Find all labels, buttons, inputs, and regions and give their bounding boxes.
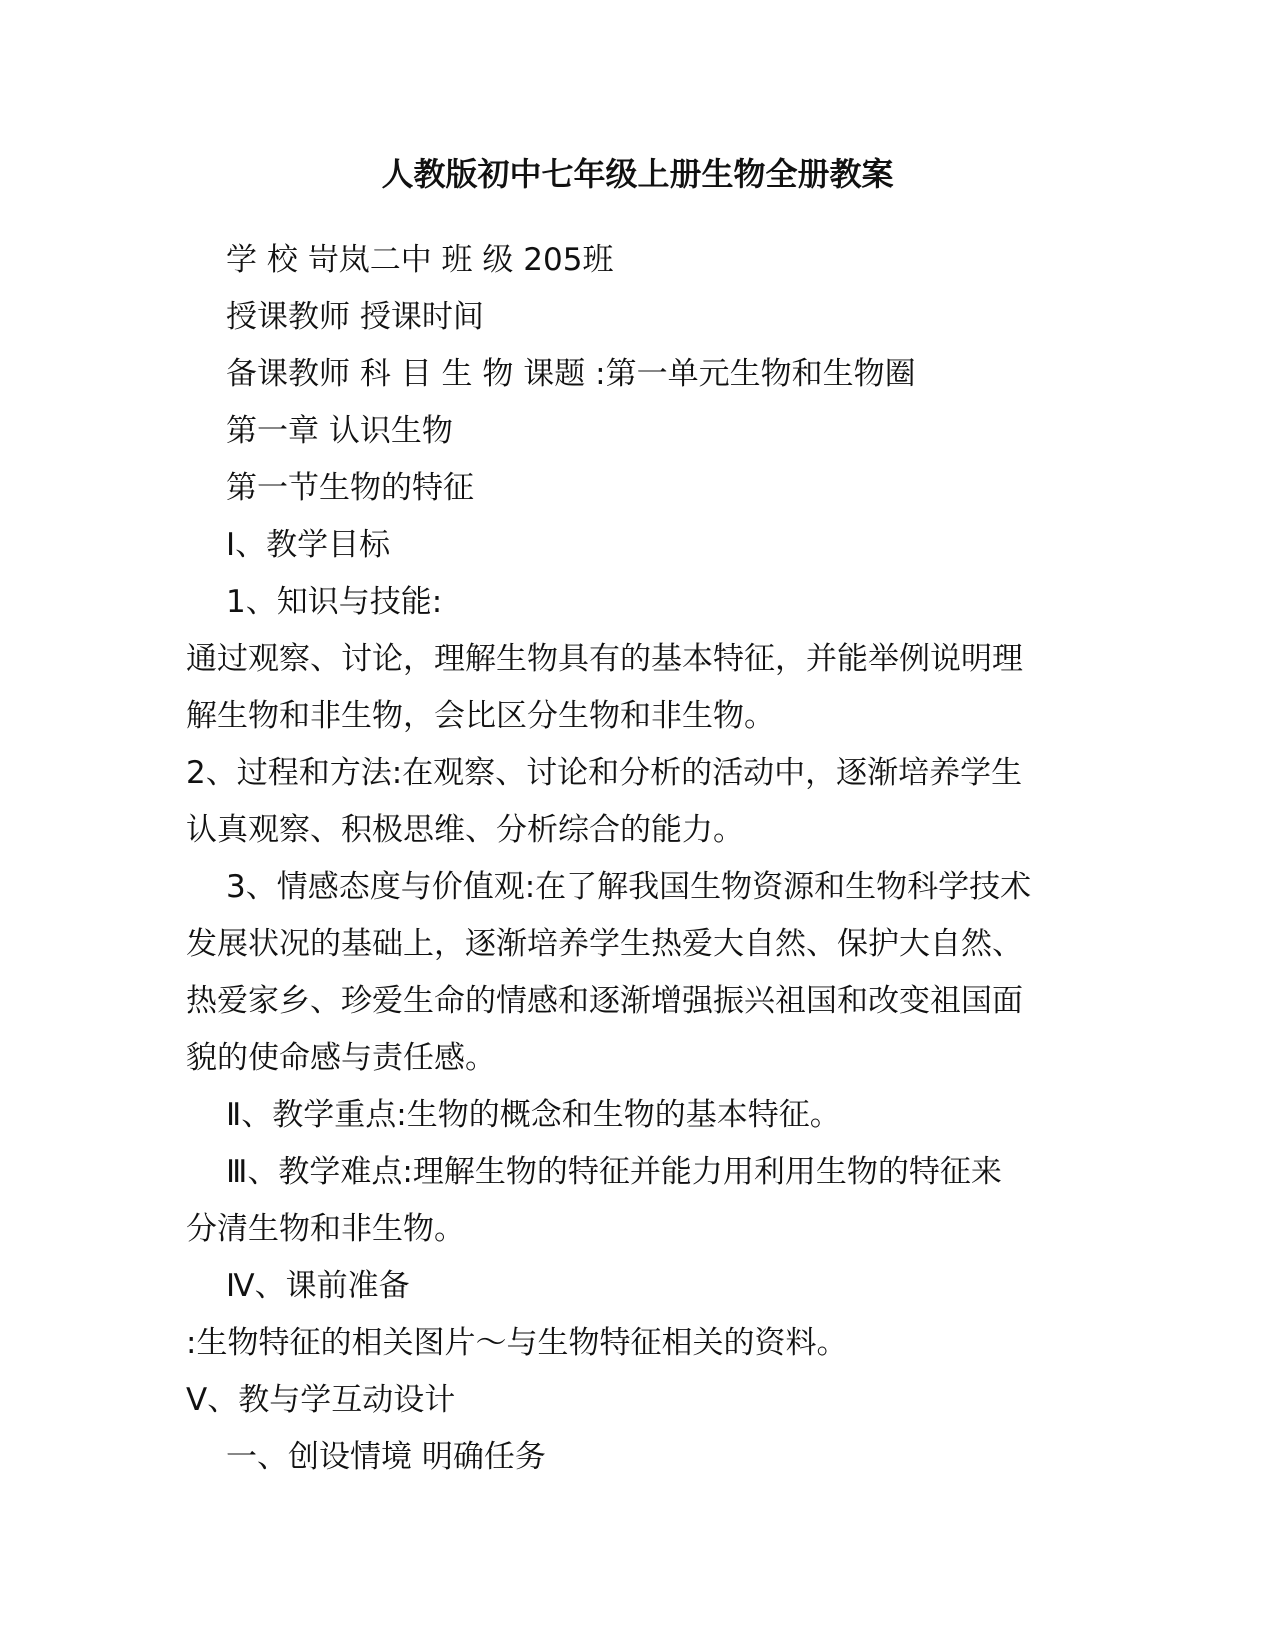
body-line: Ⅳ、课前准备 bbox=[226, 1268, 410, 1304]
body-line: 解生物和非生物，会比区分生物和非生物。 bbox=[186, 698, 775, 734]
body-line: 第一节生物的特征 bbox=[226, 470, 474, 506]
body-line: 学 校 岢岚二中 班 级 205班 bbox=[226, 242, 614, 278]
body-line: 一、创设情境 明确任务 bbox=[226, 1439, 546, 1475]
body-line: 分清生物和非生物。 bbox=[186, 1211, 465, 1247]
body-line: 貌的使命感与责任感。 bbox=[186, 1040, 496, 1076]
body-line: Ⅲ、教学难点:理解生物的特征并能力用利用生物的特征来 bbox=[226, 1154, 1002, 1190]
body-line: 认真观察、积极思维、分析综合的能力。 bbox=[186, 812, 744, 848]
body-line: Ⅱ、教学重点:生物的概念和生物的基本特征。 bbox=[226, 1097, 841, 1133]
body-line: 1、知识与技能: bbox=[226, 584, 443, 620]
body-line: 授课教师 授课时间 bbox=[226, 299, 484, 335]
body-line: 第一章 认识生物 bbox=[226, 413, 453, 449]
body-line: 2、过程和方法:在观察、讨论和分析的活动中，逐渐培养学生 bbox=[186, 755, 1023, 791]
body-line: 3、情感态度与价值观:在了解我国生物资源和生物科学技术 bbox=[226, 869, 1032, 905]
body-line: 发展状况的基础上，逐渐培养学生热爱大自然、保护大自然、 bbox=[186, 926, 1023, 962]
body-line: Ⅴ、教与学互动设计 bbox=[186, 1382, 456, 1418]
body-line: :生物特征的相关图片～与生物特征相关的资料。 bbox=[186, 1325, 848, 1361]
body-line: Ⅰ、教学目标 bbox=[226, 527, 391, 563]
body-line: 通过观察、讨论，理解生物具有的基本特征，并能举例说明理 bbox=[186, 641, 1023, 677]
document-body bbox=[186, 232, 1091, 1486]
document-title: 人教版初中七年级上册生物全册教案 bbox=[381, 155, 894, 193]
body-line: 备课教师 科 目 生 物 课题 :第一单元生物和生物圈 bbox=[226, 356, 916, 392]
body-line: 热爱家乡、珍爱生命的情感和逐渐增强振兴祖国和改变祖国面 bbox=[186, 983, 1023, 1019]
